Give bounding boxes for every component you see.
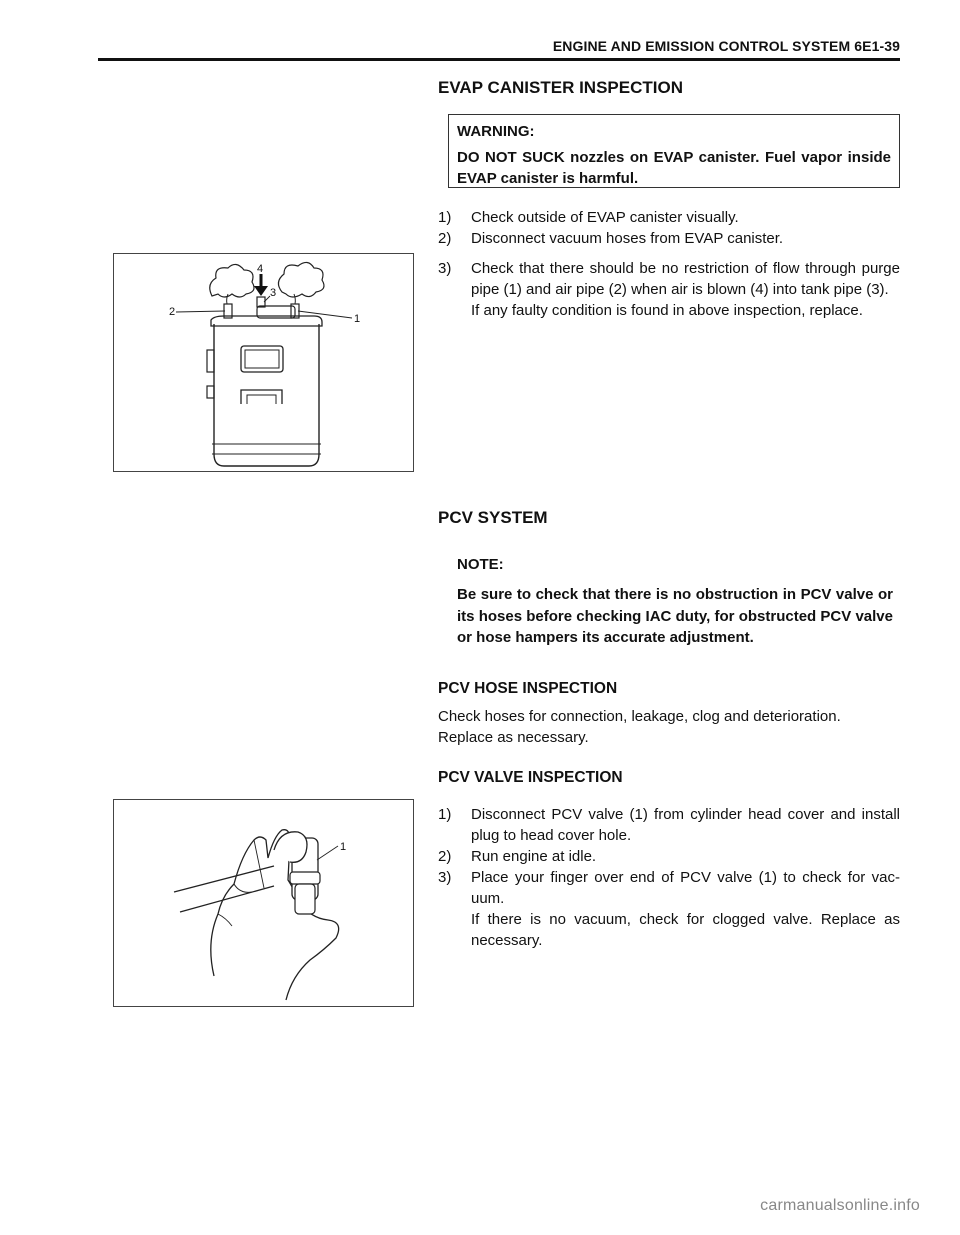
evap-canister-illustration xyxy=(114,254,413,471)
list-item xyxy=(438,207,900,228)
note-block xyxy=(457,554,893,649)
warning-label: WARNING: xyxy=(457,123,535,140)
warning-text: DO NOT SUCK nozzles on EVAP canister. Fuel vapor inside EVAP canister is harmful. xyxy=(457,149,891,187)
list-item xyxy=(438,228,900,249)
evap-canister-figure xyxy=(113,253,414,472)
step-subtext: If any faulty condition is found in above inspection, replace. xyxy=(471,302,863,319)
evap-heading: EVAP CANISTER INSPECTION xyxy=(438,78,683,97)
step-subtext: If there is no vacuum, check for clogged valve. Replace as necessary. xyxy=(471,911,900,949)
step-text: Disconnect PCV valve (1) from cylinder head cover and install plug to head cover hole. xyxy=(471,806,900,844)
step-number: 1) xyxy=(438,806,452,823)
step-number: 2) xyxy=(438,230,452,247)
pcv-valve-steps-list xyxy=(438,804,900,951)
note-label: NOTE: xyxy=(457,556,504,573)
figure-label-1: 1 xyxy=(340,841,347,853)
list-item xyxy=(438,867,900,951)
pcv-valve-figure xyxy=(113,799,414,1007)
pcv-hose-heading: PCV HOSE INSPECTION xyxy=(438,680,618,697)
step-text: Disconnect vacuum hoses from EVAP canister. xyxy=(471,230,784,247)
evap-step-3 xyxy=(438,258,900,321)
step-number: 3) xyxy=(438,260,452,277)
evap-steps-list xyxy=(438,207,900,249)
list-item xyxy=(438,258,900,321)
figure-label-1: 1 xyxy=(354,313,361,325)
pcv-hose-line-2: Replace as necessary. xyxy=(438,729,589,746)
header-rule xyxy=(98,58,900,61)
page-header-title: ENGINE AND EMISSION CONTROL SYSTEM 6E1-39 xyxy=(552,38,900,54)
pcv-heading: PCV SYSTEM xyxy=(438,508,548,527)
figure-label-4: 4 xyxy=(257,263,264,275)
step-number: 1) xyxy=(438,209,452,226)
warning-box xyxy=(448,114,900,188)
pcv-valve-illustration xyxy=(114,800,413,1006)
step-text: Check that there should be no restriction of flow through purge pipe (1) and air pipe (2) when air is blown (4) into tank pipe (3). xyxy=(471,260,900,298)
step-number: 3) xyxy=(438,869,452,886)
watermark-link[interactable]: carmanualsonline.info xyxy=(760,1197,920,1214)
list-item xyxy=(438,846,900,867)
step-text: Check outside of EVAP canister visually. xyxy=(471,209,739,226)
pcv-valve-heading: PCV VALVE INSPECTION xyxy=(438,769,623,786)
step-number: 2) xyxy=(438,848,452,865)
step-text: Place your finger over end of PCV valve (1) to check for vac-uum. xyxy=(471,869,900,907)
note-text: Be sure to check that there is no obstruction in PCV valve or its hoses before checking IAC duty, for obstructed PCV valve or hose hampers its accurate adjustment. xyxy=(457,586,893,646)
step-text: Run engine at idle. xyxy=(471,848,597,865)
list-item xyxy=(438,804,900,846)
pcv-hose-line-1: Check hoses for connection, leakage, clog and deterioration. xyxy=(438,708,841,725)
figure-label-2: 2 xyxy=(169,306,176,318)
figure-label-3: 3 xyxy=(270,287,277,299)
